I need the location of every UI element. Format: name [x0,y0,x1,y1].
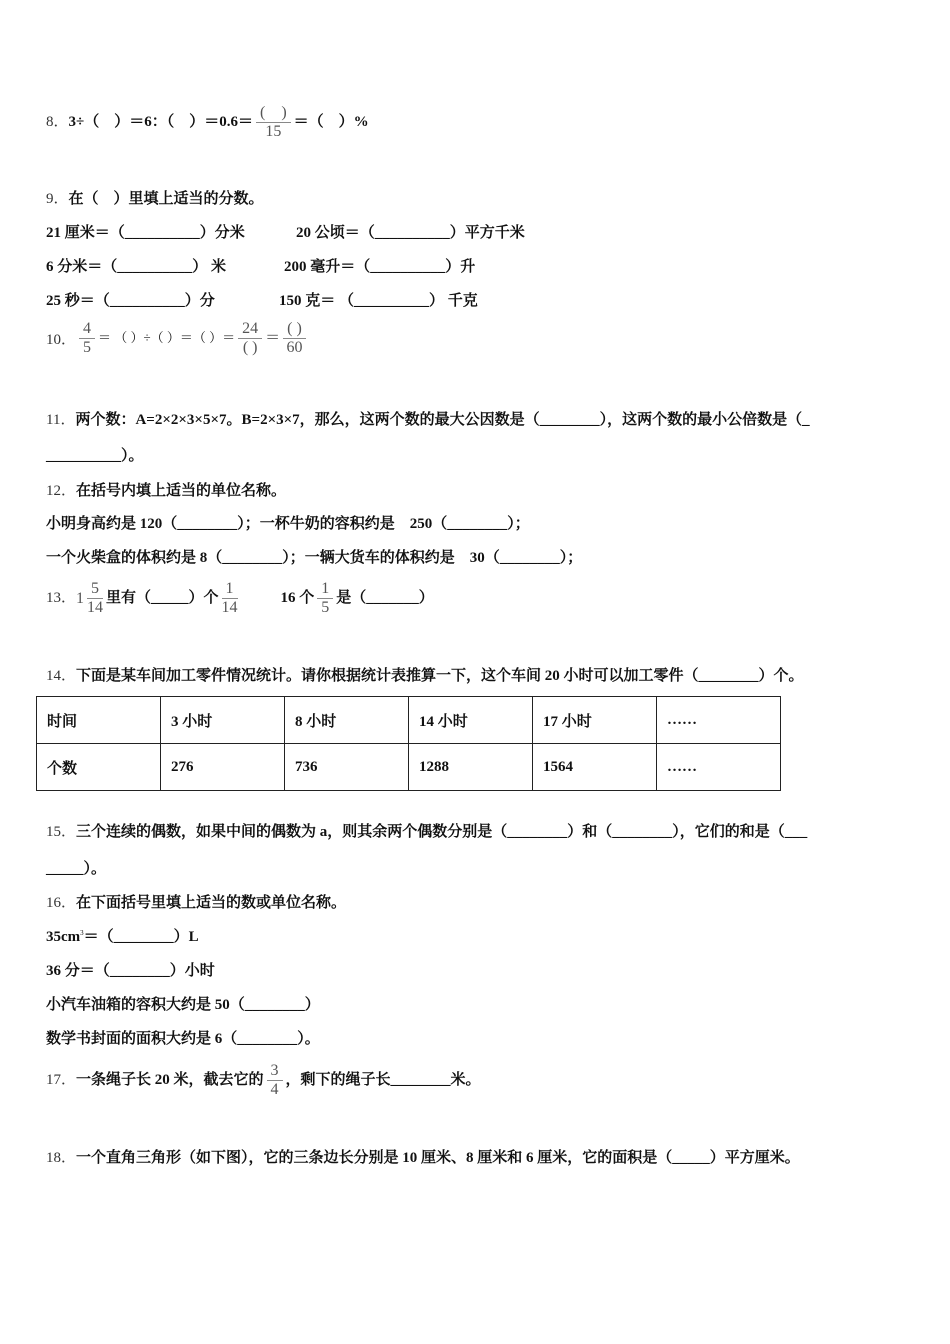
text: 4 [270,1081,279,1098]
text: 13． [46,589,77,606]
text: 17 小时 [533,697,657,744]
text: 200 毫升＝（__________）升 [284,259,476,275]
text: …… [657,744,781,791]
question-16-title [46,891,346,912]
text: 21 厘米＝（__________）分米 [46,225,245,241]
text: 14 [87,599,104,616]
text: _____）。 [46,861,107,877]
text: 16 个 [280,589,315,606]
text: 5 [321,599,330,616]
question-14 [46,664,804,685]
text: 6 分米＝（__________） 米 [46,259,227,275]
question-12-line [46,546,582,567]
text: 里有（_____）个 [106,589,219,606]
text: 是（_______） [336,589,434,606]
question-8 [46,104,369,141]
question-17 [46,1062,481,1099]
text: ( ) [242,339,258,356]
text: ＝ （ ）÷（ ）＝（ ）＝ [98,329,236,345]
text: 15 [265,123,282,140]
text: 三个连续的偶数，如果中间的偶数为 a，则其余两个偶数分别是（________）和（________），它们的和是（___ [76,824,808,840]
question-15-cont [46,857,106,878]
text: 数学书封面的面积大约是 6（________）。 [46,1031,320,1047]
text: 10． [46,332,77,348]
text: ( ) [256,104,291,123]
text: 60 [286,339,303,356]
text: 1 [76,589,85,607]
text: 14 小时 [409,697,533,744]
text: 个数 [37,744,161,791]
text: 一个火柴盒的体积约是 8（________）；一辆大货车的体积约是 30（________）； [46,550,583,566]
text: 在（ ）里填上适当的分数。 [68,191,264,207]
text: 25 秒＝（__________）分 [46,293,215,309]
text: ＝（ ）% [293,113,369,130]
text: 16． [46,895,77,911]
question-9-row [46,289,478,310]
text: 5 [83,339,92,356]
text: 1 [222,580,238,599]
text: ＝（________）L [83,929,199,945]
table-row [37,697,781,744]
text: 3 [80,929,84,937]
text: 11． [46,412,76,428]
question-16-line [46,993,320,1014]
text: 24 [238,320,262,339]
text: 3 [267,1062,283,1081]
question-9-row [46,221,525,242]
question-16-line [46,925,199,946]
question-18 [46,1146,800,1167]
question-13 [46,580,434,617]
text: 4 [79,320,95,339]
text: 15． [46,824,77,840]
text: 5 [87,580,103,599]
text: 9． [46,191,69,207]
question-16-line [46,1027,320,1048]
text: 小明身高约是 120（________）；一杯牛奶的容积约是 250（________）； [46,516,530,532]
question-12-title [46,479,286,500]
text: 14 [221,599,238,616]
text: 1288 [409,744,533,791]
question-11 [46,408,810,429]
text: 20 公顷＝（__________）平方千米 [296,225,525,241]
text: 在括号内填上适当的单位名称。 [76,483,287,499]
text: 3 小时 [161,697,285,744]
text: 36 分＝（________）小时 [46,963,215,979]
text: 276 [161,744,285,791]
text: 17． [46,1071,77,1088]
question-11-cont [46,444,144,465]
text: 小汽车油箱的容积大约是 50（________） [46,997,320,1013]
text: 8 小时 [285,697,409,744]
text: ＝ [265,329,281,346]
text: 8． [46,113,69,130]
question-15 [46,820,807,841]
fraction [256,104,291,141]
text: 14． [46,668,77,684]
text: 18． [46,1150,77,1166]
text: 两个数：A=2×2×3×5×7。B=2×3×7，那么，这两个数的最大公因数是（________），这两个数的最小公倍数是（_ [75,412,810,428]
text: 35cm [46,929,81,945]
text: 时间 [37,697,161,744]
text: …… [657,697,781,744]
text: ( ) [283,320,306,339]
question-10 [46,320,309,357]
text: 下面是某车间加工零件情况统计。请你根据统计表推算一下，这个车间 20 小时可以加工零件（________）个。 [76,668,804,684]
text: 一条绳子长 20 米，截去它的 [76,1071,264,1088]
text: 一个直角三角形（如下图），它的三条边长分别是 10 厘米、8 厘米和 6 厘米，它的面积是（_____）平方厘米。 [76,1150,800,1166]
question-16-line [46,959,215,980]
question-9-row [46,255,476,276]
text: 1564 [533,744,657,791]
question-12-line [46,512,530,533]
question-9-title [46,187,264,208]
text: __________）。 [46,448,144,464]
text: 在下面括号里填上适当的数或单位名称。 [76,895,347,911]
text: ，剩下的绳子长________米。 [285,1071,481,1088]
text: 736 [285,744,409,791]
production-table [36,696,781,791]
text: 12． [46,483,77,499]
text: 3÷（ ）＝6：（ ）＝0.6＝ [68,113,253,130]
text: 1 [317,580,333,599]
table-row [37,744,781,791]
text: 150 克＝ （__________） 千克 [279,293,478,309]
